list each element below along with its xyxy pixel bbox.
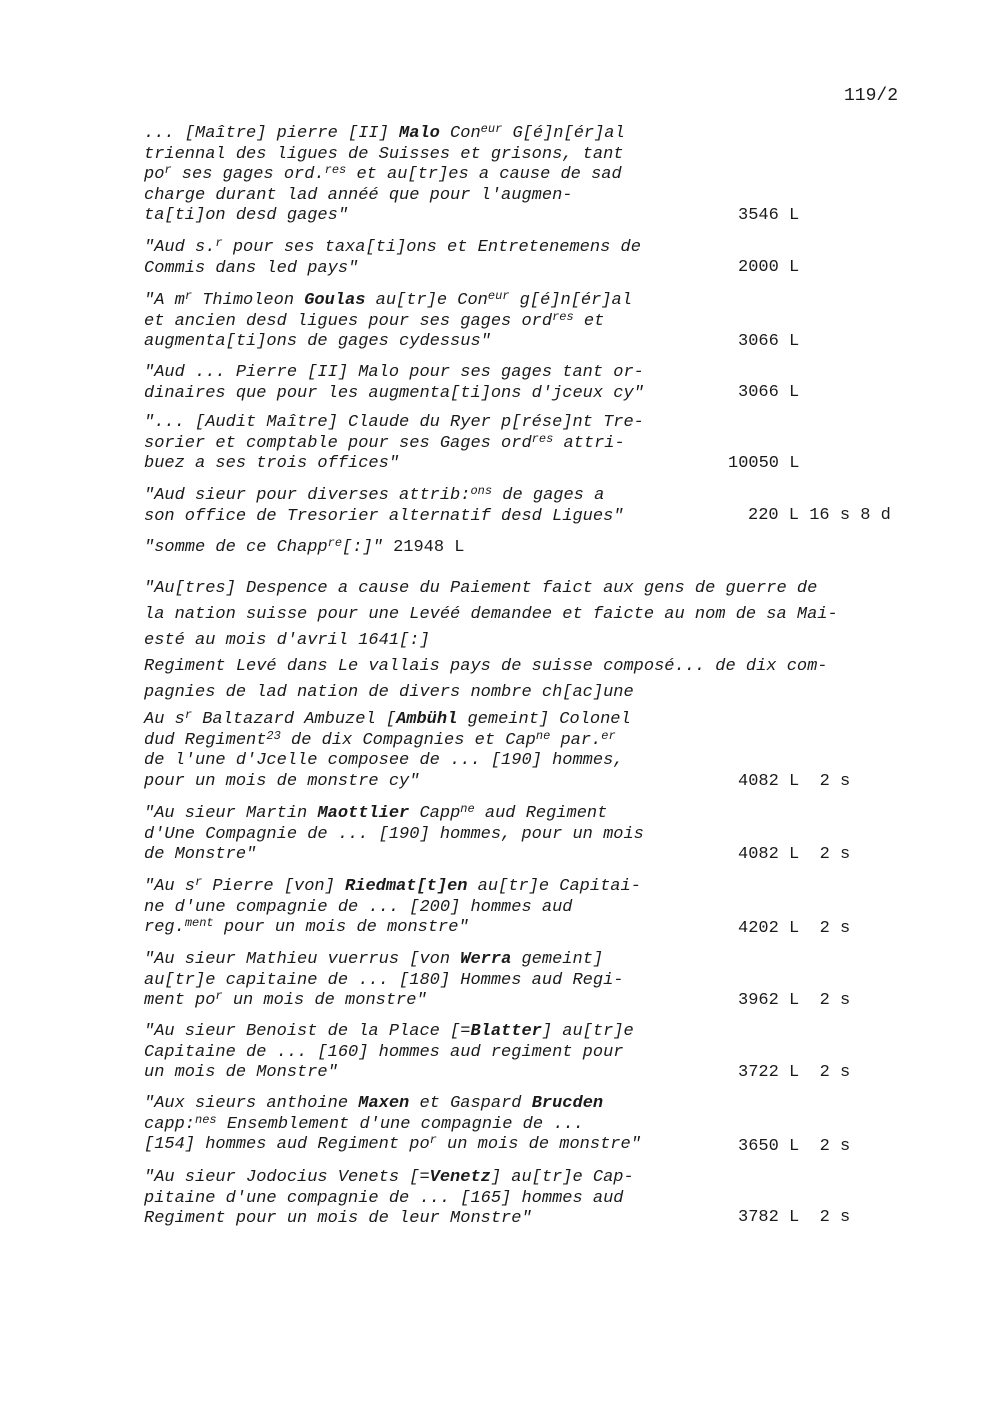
- entry-amount: 4082 L 2 s: [738, 772, 851, 791]
- entry-amount: 3650 L 2 s: [738, 1137, 851, 1156]
- regiment-intro-paragraph: "Au[tres] Despence a cause du Paiement faict aux gens de guerre de la nation suisse pour une Levéé demandee et faicte au nom de sa Mai- esté au mois d'avril 1641[:] Regiment Levé dans Le vallais pays de suisse composé... de dix com- pagnies de lad nation de divers nombre ch[ac]une: [144, 579, 838, 702]
- entry-tresorier-alternatif: "Aud sieur pour diverses attrib:$^{ons}$ de gages a son office de Tresorier alternatif desd Ligues": [144, 484, 624, 526]
- entry-amount: 3546 L: [738, 206, 800, 225]
- regiment-entry-venetz: "Au sieur Jodocius Venets [=Venetz] au[tr]e Cap- pitaine d'une compagnie de ... [165] hommes aud Regiment pour un mois de leur Monstre": [144, 1168, 634, 1228]
- entry-amount: 2000 L: [738, 258, 800, 277]
- entry-goulas: "A $m^r$ Thimoleon Goulas au[tr]e Con$^{eur}$ g[é]n[ér]al et ancien desd ligues pour ses gages ord$^{res}$ et augmenta[ti]ons de gages cydessus": [144, 289, 632, 351]
- entry-malo-gages: ... [Maître] pierre [II] Malo Con$^{eur}$ G[é]n[ér]al triennal des ligues de Suisses et grisons, tant $po^r$ ses gages ord.$^{res}$ et au[tr]es a cause de sad charge durant lad annéé que pour l'augmen- ta[ti]on desd gages": [144, 122, 625, 225]
- regiment-entry-riedmatten: "Au $s^r$ Pierre [von] Riedmat[t]en au[tr]e Capitai- ne d'une compagnie de ... [200] hommes aud reg.$^{ment}$ pour un mois de monstre": [144, 875, 641, 937]
- regiment-entry-maottlier: "Au sieur Martin Maottlier Capp$^{ne}$ aud Regiment d'Une Compagnie de ... [190] hommes, pour un mois de Monstre": [144, 802, 644, 864]
- entry-amount: 3722 L 2 s: [738, 1063, 851, 1082]
- entry-amount: 4082 L 2 s: [738, 845, 851, 864]
- regiment-entry-maxen-brucden: "Aux sieurs anthoine Maxen et Gaspard Brucden capp:$^{nes}$ Ensemblement d'une compagnie de ... [154] hommes aud Regiment $po^r$ un mois de monstre": [144, 1094, 641, 1154]
- regiment-entry-werra: "Au sieur Mathieu vuerrus [von Werra gemeint] au[tr]e capitaine de ... [180] Hommes aud Regi- ment $po^r$ un mois de monstre": [144, 950, 624, 1010]
- entry-amount: 3066 L: [738, 332, 800, 351]
- entry-amount: 3066 L: [738, 383, 800, 402]
- entry-amount: 10050 L: [728, 454, 800, 473]
- entry-amount: 3962 L 2 s: [738, 991, 851, 1010]
- entry-amount: 4202 L 2 s: [738, 919, 851, 938]
- entry-amount: 3782 L 2 s: [738, 1208, 851, 1227]
- entry-du-ryer: "... [Audit Maître] Claude du Ryer p[rése]nt Tre- sorier et comptable pour ses Gages ord$^{res}$ attri- buez a ses trois offices": [144, 413, 644, 473]
- entry-taxations: "Aud s.$^r$ pour ses taxa[ti]ons et Entretenemens de Commis dans led pays": [144, 236, 641, 278]
- regiment-entry-ambuhl: Au $s^r$ Baltazard Ambuzel [Ambühl gemeint] Colonel dud Regiment$^{23}$ de dix Compagnies et Cap$^{ne}$ par.$^{er}$ de l'une d'Jcelle composee de ... [190] hommes, pour un mois de monstre cy": [144, 708, 631, 791]
- page-number: 119/2: [844, 86, 899, 106]
- entry-amount: 220 L 16 s 8 d: [748, 506, 891, 525]
- regiment-entry-blatter: "Au sieur Benoist de la Place [=Blatter] au[tr]e Capitaine de ... [160] hommes aud regiment pour un mois de Monstre": [144, 1022, 634, 1082]
- entry-malo-augmentations: "Aud ... Pierre [II] Malo pour ses gages tant or- dinaires que pour les augmenta[ti]ons d'jceux cy": [144, 363, 644, 403]
- chapter-sum: "somme de ce Chapp$^{re}$[:]" 21948 L: [144, 536, 465, 557]
